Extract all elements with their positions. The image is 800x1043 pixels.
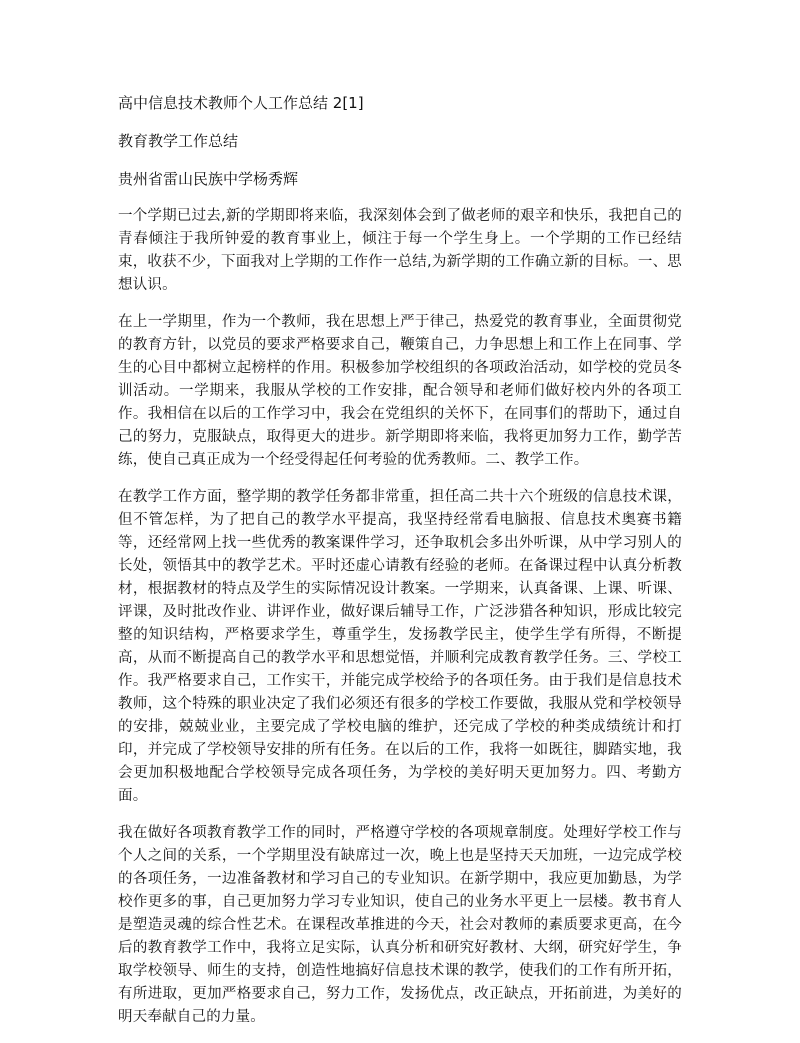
document-title: 高中信息技术教师个人工作总结 2[1] <box>118 94 364 112</box>
author-line: 贵州省雷山民族中学杨秀辉 <box>118 170 299 188</box>
section-title: 教育教学工作总结 <box>118 132 239 150</box>
paragraph: 在上一学期里，作为一个教师，我在思想上严于律己，热爱党的教育事业，全面贯彻党的教育方针，以党员的要求严格要求自己，鞭策自己，力争思想上和工作上在同事、学生的心目中都树立起榜样的作用。积极参加学校组织的各项政治活动，如学校的党员冬训活动。一学期来，我服从学校的工作安排，配合领导和老师们做好校内外的各项工作。我相信在以后的工作学习中，我会在党组织的关怀下，在同事们的帮助下，通过自己的努力，克服缺点，取得更大的进步。新学期即将来临，我将更加努力工作，勤学苦练，使自己真正成为一个经受得起任何考验的优秀教师。二、教学工作。 <box>118 314 682 468</box>
document-page <box>118 78 682 1043</box>
paragraph: 我在做好各项教育教学工作的同时，严格遵守学校的各项规章制度。处理好学校工作与个人之间的关系，一个学期里没有缺席过一次，晚上也是坚持天天加班，一边完成学校的各项任务，一边准备教材和学习自己的专业知识。在新学期中，我应更加勤恳，为学校作更多的事，自己更加努力学习专业知识，使自己的业务水平更上一层楼。教书育人是塑造灵魂的综合性艺术。在课程改革推进的今天，社会对教师的素质要求更高，在今后的教育教学工作中，我将立足实际，认真分析和研究好教材、大纲，研究好学生，争取学校领导、师生的支持，创造性地搞好信息技术课的教学，使我们的工作有所开拓，有所进取，更加严格要求自己，努力工作，发扬优点，改正缺点，开拓前进，为美好的明天奉献自己的力量。 <box>118 825 682 1025</box>
paragraph: 一个学期已过去,新的学期即将来临，我深刻体会到了做老师的艰辛和快乐，我把自己的青春倾注于我所钟爱的教育事业上，倾注于每一个学生身上。一个学期的工作已经结束，收获不少，下面我对上学期的工作作一总结,为新学期的工作确立新的目标。一、思想认识。 <box>118 208 682 293</box>
document-body <box>118 205 682 1029</box>
paragraph: 在教学工作方面，整学期的教学任务都非常重，担任高二共十六个班级的信息技术课，但不管怎样，为了把自己的教学水平提高，我坚持经常看电脑报、信息技术奥赛书籍等，还经常网上找一些优秀的教案课件学习，还争取机会多出外听课，从中学习别人的长处，领悟其中的教学艺术。平时还虚心请教有经验的老师。在备课过程中认真分析教材，根据教材的特点及学生的实际情况设计教案。一学期来，认真备课、上课、听课、评课，及时批改作业、讲评作业，做好课后辅导工作，广泛涉猎各种知识，形成比较完整的知识结构，严格要求学生，尊重学生，发扬教学民主，使学生学有所得，不断提高，从而不断提高自己的教学水平和思想觉悟，并顺利完成教育教学任务。三、学校工作。我严格要求自己，工作实干，并能完成学校给予的各项任务。由于我们是信息技术教师，这个特殊的职业决定了我们必须还有很多的学校工作要做，我服从党和学校领导的安排，兢兢业业，主要完成了学校电脑的维护，还完成了学校的种类成绩统计和打印，并完成了学校领导安排的所有任务。在以后的工作，我将一如既往，脚踏实地，我会更加积极地配合学校领导完成各项任务，为学校的美好明天更加努力。四、考勤方面。 <box>118 489 682 804</box>
